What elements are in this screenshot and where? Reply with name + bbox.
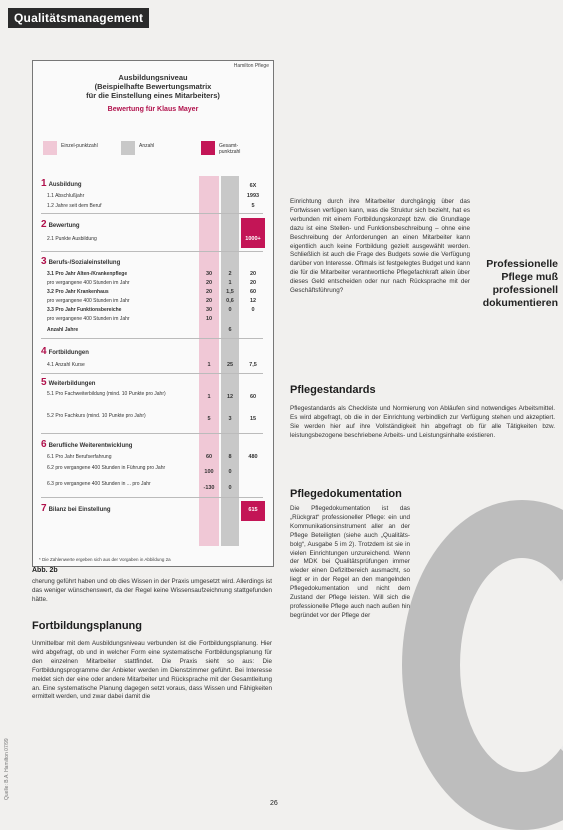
body-paragraph: Pflegestandards als Checkliste und Normierung von Abläufen sind notwendiges Arbeitsmittel. Es wird abgefragt, ob die in der Einrichtung verbindlich zur Verfügung stehen und akzeptiert. Sie werden hier auf ihre Vollständigkeit hin abgefragt ob für alle Tätigkeiten bzw. leistungsbezogene beschriebene Arbeits- und Leistungsinhalte existieren.	[290, 405, 555, 439]
section-title: Bilanz bei Einstellung	[48, 507, 111, 513]
section-heading	[41, 377, 95, 388]
section-heading	[41, 439, 132, 450]
value-cell: 60	[249, 394, 257, 400]
section-item: 4.1 Anzahl Kurse	[47, 362, 85, 368]
section-item: 1.2 Jahre seit dem Beruf	[47, 203, 102, 209]
value-cell: 10	[205, 316, 213, 322]
value-cell: 5	[251, 203, 255, 209]
value-cell: 6	[228, 327, 232, 333]
section-title: Berufs-/Sozialeinstellung	[48, 260, 121, 266]
section-item: 1.1 Abschlußjahr	[47, 193, 85, 199]
figure-subtitle: Bewertung für Klaus Mayer	[107, 106, 199, 113]
figure-title	[33, 73, 273, 100]
section-item: 3.3 Pro Jahr Funktionsbereiche	[47, 307, 122, 313]
value-cell: 30	[205, 307, 213, 313]
legend-swatch	[121, 141, 135, 155]
value-cell: 30	[205, 271, 213, 277]
value-cell: 1000+	[245, 236, 261, 242]
value-cell: 6X	[249, 183, 257, 189]
value-cell: 20	[249, 271, 257, 277]
assessment-matrix-figure	[32, 60, 274, 567]
section-number: 7	[41, 503, 47, 514]
section-number: 2	[41, 219, 47, 230]
section-number: 3	[41, 256, 47, 267]
legend-label: Anzahl	[139, 143, 155, 149]
body-paragraph: Unmittelbar mit dem Ausbildungsniveau verbunden ist die Fortbildungsplanung. Hier wird abgefragt, ob und in welcher Form eine systematische Fortbildungsplanung für den einzelnen Mitarbeiter stattfindet. Die Praxis sieht so aus: Die Fortbildungsprogramme der Anbieter werden im Dienstzimmer geführt. Bei Interesse meldet sich der eine oder andere Mitarbeiter und Rücksprache mit der Gesamtleitung an. Eine systematische Planung dagegen setzt voraus, dass Wissen und Fähigkeiten ermittelt werden, und zwar dabei damit die	[32, 640, 272, 701]
value-cell: 1,5	[226, 289, 234, 295]
value-cell: 8	[228, 454, 232, 460]
section-heading-pflegedokumentation: Pflegedokumentation	[290, 488, 402, 500]
value-cell: 20	[249, 280, 257, 286]
section-heading	[41, 346, 89, 357]
section-item: 5.2 Pro Fachkurs (mind. 10 Punkte pro Jahr)	[47, 413, 146, 419]
section-item: 3.1 Pro Jahr Alten-/Krankenpflege	[47, 271, 128, 277]
margin-note: Quelle: B.A. Hamilton 07/99	[4, 738, 10, 800]
figure-title-line: Ausbildungsniveau	[118, 73, 188, 82]
legend-label: Einzel-punktzahl	[61, 143, 98, 149]
section-heading	[41, 503, 111, 514]
value-cell: 480	[248, 454, 258, 460]
value-cell: -130	[203, 485, 215, 491]
figure-title-line: für die Einstellung eines Mitarbeiters)	[86, 91, 220, 100]
value-cell: 615	[248, 507, 258, 513]
value-cell: 0	[228, 307, 232, 313]
section-title: Bewertung	[48, 223, 80, 229]
value-cell: 0	[251, 307, 255, 313]
value-cell: 60	[249, 289, 257, 295]
row-divider	[41, 433, 263, 434]
body-paragraph: Die Pflegedokumentation ist das „Rückgrat“ professioneller Pflege: ein und Kommunikationsinstrument aller an der Pflege Beteiligten (siehe auch „Qualitäts-bolg“, Ausgabe 5 im 2). Trotzdem ist sie in vielen Einrichtungen unzureichend. Wenn der MDK bei Qualitätsprüfungen immer wieder einen Defizitbereich ausmacht, so liegt er in der Regel an den mangelnden Pflegedokumentation und nicht dem Zustand der Pflege leisten. Will sich die professionelle Pflege auch nach außen hin begründet vor der Pflege der	[290, 505, 410, 619]
value-cell: 0	[228, 485, 232, 491]
section-number: 6	[41, 439, 47, 450]
section-heading	[41, 219, 80, 230]
value-cell: 1	[207, 394, 211, 400]
value-cell: 60	[205, 454, 213, 460]
section-item: 5.1 Pro Fachweiterbildung (mind. 10 Punkte pro Jahr)	[47, 391, 166, 397]
value-cell: 12	[226, 394, 234, 400]
decorative-letter-c	[402, 500, 563, 830]
section-banner: Qualitätsmanagement	[8, 8, 149, 28]
row-divider	[41, 251, 263, 252]
legend-swatch	[201, 141, 215, 155]
value-cell: 12	[249, 298, 257, 304]
legend-swatch	[43, 141, 57, 155]
value-cell: 0	[228, 469, 232, 475]
body-paragraph: cherung geführt haben und ob dies Wissen in der Praxis umgesetzt wird. Allerdings ist das weniger wünschenswert, da der Regel keine Wissensaufzeichnung stattgefunden hätte.	[32, 578, 272, 603]
value-cell: 20	[205, 298, 213, 304]
value-cell: 20	[205, 280, 213, 286]
value-cell: 1993	[246, 193, 260, 199]
value-cell: 5	[207, 416, 211, 422]
section-item: 3.2 Pro Jahr Krankenhaus	[47, 289, 109, 295]
value-cell: 2	[228, 271, 232, 277]
section-heading	[41, 256, 120, 267]
section-item: pro vergangene 400 Stunden im Jahr	[47, 280, 130, 286]
row-divider	[41, 373, 263, 374]
section-title: Ausbildung	[48, 182, 82, 188]
row-divider	[41, 497, 263, 498]
section-item: pro vergangene 400 Stunden im Jahr	[47, 316, 130, 322]
section-title: Fortbildungen	[48, 350, 89, 356]
value-cell: 25	[226, 362, 234, 368]
figure-caption: Abb. 2b	[32, 567, 58, 574]
row-divider	[41, 338, 263, 339]
figure-title-line: (Beispielhafte Bewertungsmatrix	[94, 82, 212, 91]
page-number: 26	[270, 800, 278, 807]
legend-label: Gesamt-punktzahl	[219, 143, 241, 155]
value-cell: 15	[249, 416, 257, 422]
value-cell: 7,5	[249, 362, 257, 368]
value-cell: 3	[228, 416, 232, 422]
section-item: Anzahl Jahre	[47, 327, 79, 333]
section-item: 6.2 pro vergangene 400 Stunden in Führung pro Jahr	[47, 465, 166, 471]
section-heading-fortbildung: Fortbildungsplanung	[32, 620, 142, 632]
figure-footnote: * Die Zahlenwerte ergeben sich aus der Vorgaben in Abbildung 2a	[39, 557, 171, 562]
section-heading	[41, 178, 82, 189]
total-score-cell	[241, 218, 265, 248]
section-title: Weiterbildungen	[48, 381, 96, 387]
value-cell: 100	[204, 469, 214, 475]
section-number: 5	[41, 377, 47, 388]
section-heading-pflegestandards: Pflegestandards	[290, 384, 376, 396]
value-cell: 1	[207, 362, 211, 368]
body-paragraph: Einrichtung durch ihre Mitarbeiter durchgängig über das Fortwissen verfügen kann, was die Struktur sich bezieht, hat es verbunden mit einem Fortbildungskonzept bzw. die Grundlage dazu ist eine Stellen- und Funktionsbeschreibung – ohne eine Beschreibung der Anforderungen an einen Mitarbeiter kann eigentlich auch keine Fortbildung gezielt ausgewählt werden. Schließlich ist auch die Frage des Budgets sowie die Verfügung darüber von Interesse. Oftmals ist festgelegtes Budget und kann die für die Mitarbeiter verantwortliche Pflegefachkraft allein über dieses Geld entscheiden oder nur nach Rücksprache mit der Geschäftsführung?	[290, 198, 470, 295]
value-cell: 20	[205, 289, 213, 295]
figure-tag: Hamilton Pflege	[233, 63, 269, 69]
row-divider	[41, 213, 263, 214]
value-cell: 1	[228, 280, 232, 286]
pull-quote: Professionelle Pflege muß professionell dokumentieren	[482, 258, 558, 309]
section-number: 1	[41, 178, 47, 189]
section-item: 2.1 Punkte Ausbildung	[47, 236, 97, 242]
section-title: Berufliche Weiterentwicklung	[48, 443, 133, 449]
value-cell: 0,6	[226, 298, 234, 304]
section-item: 6.1 Pro Jahr Berufserfahrung	[47, 454, 112, 460]
section-number: 4	[41, 346, 47, 357]
section-item: pro vergangene 400 Stunden im Jahr	[47, 298, 130, 304]
section-item: 6.3 pro vergangene 400 Stunden in ... pro Jahr	[47, 481, 151, 487]
